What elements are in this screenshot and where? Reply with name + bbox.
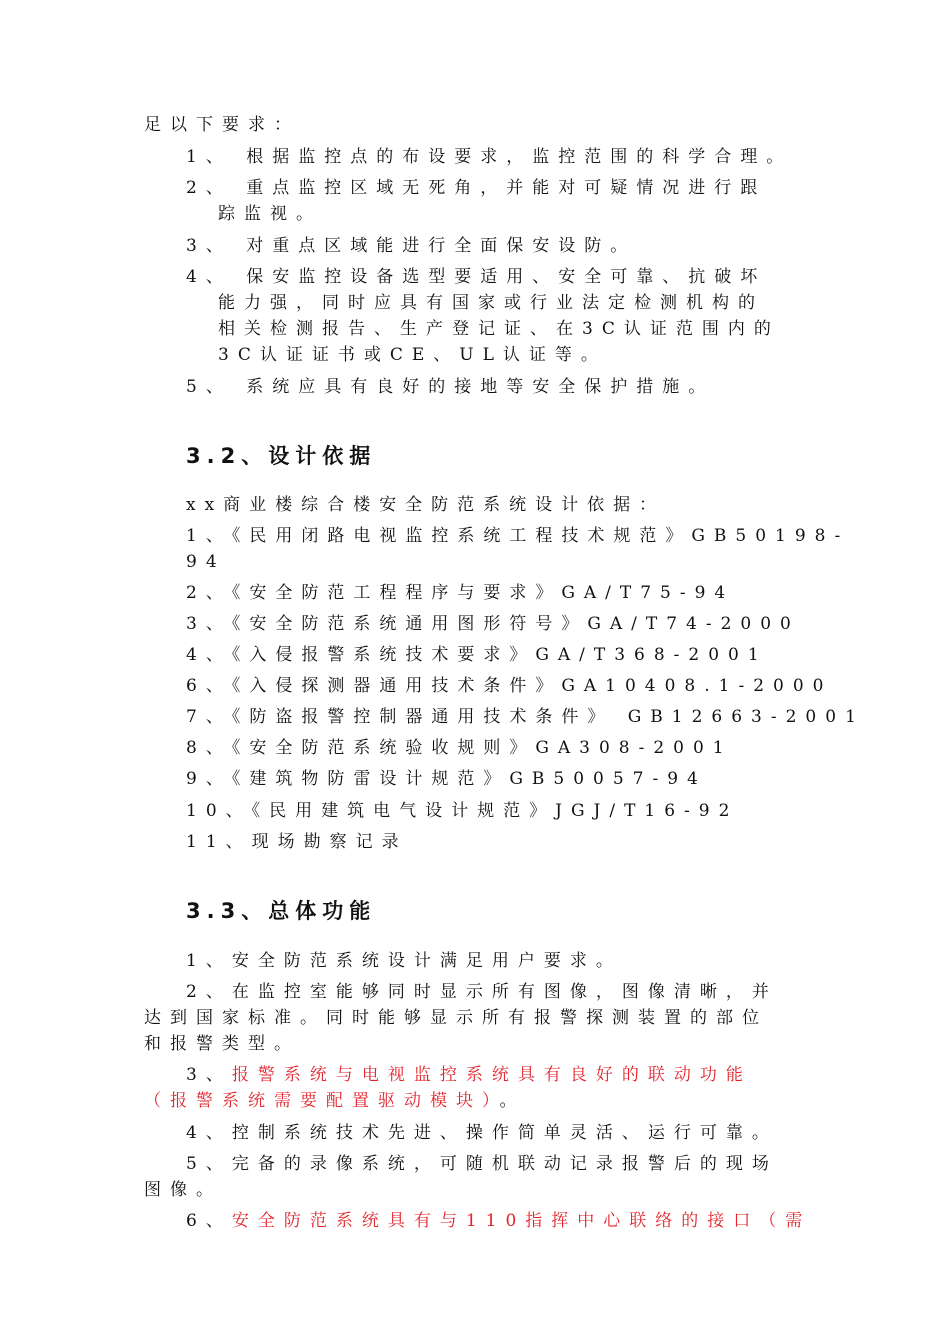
basis-item-6: 6、《入侵探测器通用技术条件》GA10408.1-2000 — [186, 676, 833, 696]
function-3 — [186, 1062, 752, 1088]
function-5-cont: 图像。 — [144, 1180, 222, 1200]
basis-item-3: 3、《安全防范系统通用图形符号》GA/T74-2000 — [186, 614, 800, 634]
function-3-text: 报警系统与电视监控系统具有良好的联动功能 — [231, 1065, 752, 1085]
function-3-cont-text: （报警系统需要配置驱动模块） — [144, 1091, 500, 1111]
function-2: 2、在监控室能够同时显示所有图像，图像清晰，并 — [186, 982, 778, 1002]
requirement-4-cont-1: 能力强，同时应具有国家或行业法定检测机构的 — [218, 293, 764, 313]
basis-item-9: 9、《建筑物防雷设计规范》GB50057-94 — [186, 769, 707, 789]
basis-intro: xx商业楼综合楼安全防范系统设计依据： — [186, 495, 666, 515]
basis-item-1-cont: 94 — [186, 552, 226, 572]
function-2-cont-2: 和报警类型。 — [144, 1034, 300, 1054]
basis-item-2: 2、《安全防范工程程序与要求》GA/T75-94 — [186, 583, 735, 603]
intro-line: 足以下要求： — [144, 115, 300, 135]
function-5: 5、完备的录像系统，可随机联动记录报警后的现场 — [186, 1154, 778, 1174]
requirement-5: 5、 系统应具有良好的接地等安全保护措施。 — [186, 377, 715, 397]
requirement-2: 2、 重点监控区域无死角，并能对可疑情况进行跟 — [186, 178, 767, 198]
requirement-1: 1、 根据监控点的布设要求，监控范围的科学合理。 — [186, 147, 793, 167]
basis-item-8: 8、《安全防范系统验收规则》GA308-2001 — [186, 738, 733, 758]
function-6-number: 6、 — [186, 1211, 232, 1231]
function-4: 4、控制系统技术先进、操作简单灵活、运行可靠。 — [186, 1123, 778, 1143]
function-2-cont-1: 达到国家标准。同时能够显示所有报警探测装置的部位 — [144, 1008, 768, 1028]
function-3-period: 。 — [499, 1091, 526, 1111]
section-heading-3-3: 3.3、总体功能 — [186, 899, 377, 923]
basis-item-1: 1、《民用闭路电视监控系统工程技术规范》GB50198- — [186, 526, 850, 546]
basis-item-4: 4、《入侵报警系统技术要求》GA/T368-2001 — [186, 645, 768, 665]
function-6-text: 安全防范系统具有与110指挥中心联络的接口（需 — [231, 1211, 812, 1231]
basis-item-7: 7、《防盗报警控制器通用技术条件》 GB12663-2001 — [186, 707, 865, 727]
section-heading-3-2: 3.2、设计依据 — [186, 444, 377, 468]
basis-item-11: 11、现场勘察记录 — [186, 832, 408, 852]
basis-item-10: 10、《民用建筑电气设计规范》JGJ/T16-92 — [186, 801, 739, 821]
requirement-3: 3、 对重点区域能进行全面保安设防。 — [186, 236, 637, 256]
function-6 — [186, 1208, 811, 1234]
requirement-4-cont-2: 相关检测报告、生产登记证、在3C认证范围内的 — [218, 319, 780, 339]
requirement-4: 4、 保安监控设备选型要适用、安全可靠、抗破坏 — [186, 267, 767, 287]
function-3-cont — [144, 1088, 526, 1114]
function-1: 1、安全防范系统设计满足用户要求。 — [186, 951, 622, 971]
requirement-2-cont: 踪监视。 — [218, 204, 322, 224]
requirement-4-cont-3: 3C认证证书或CE、UL认证等。 — [218, 345, 607, 365]
function-3-number: 3、 — [186, 1065, 232, 1085]
